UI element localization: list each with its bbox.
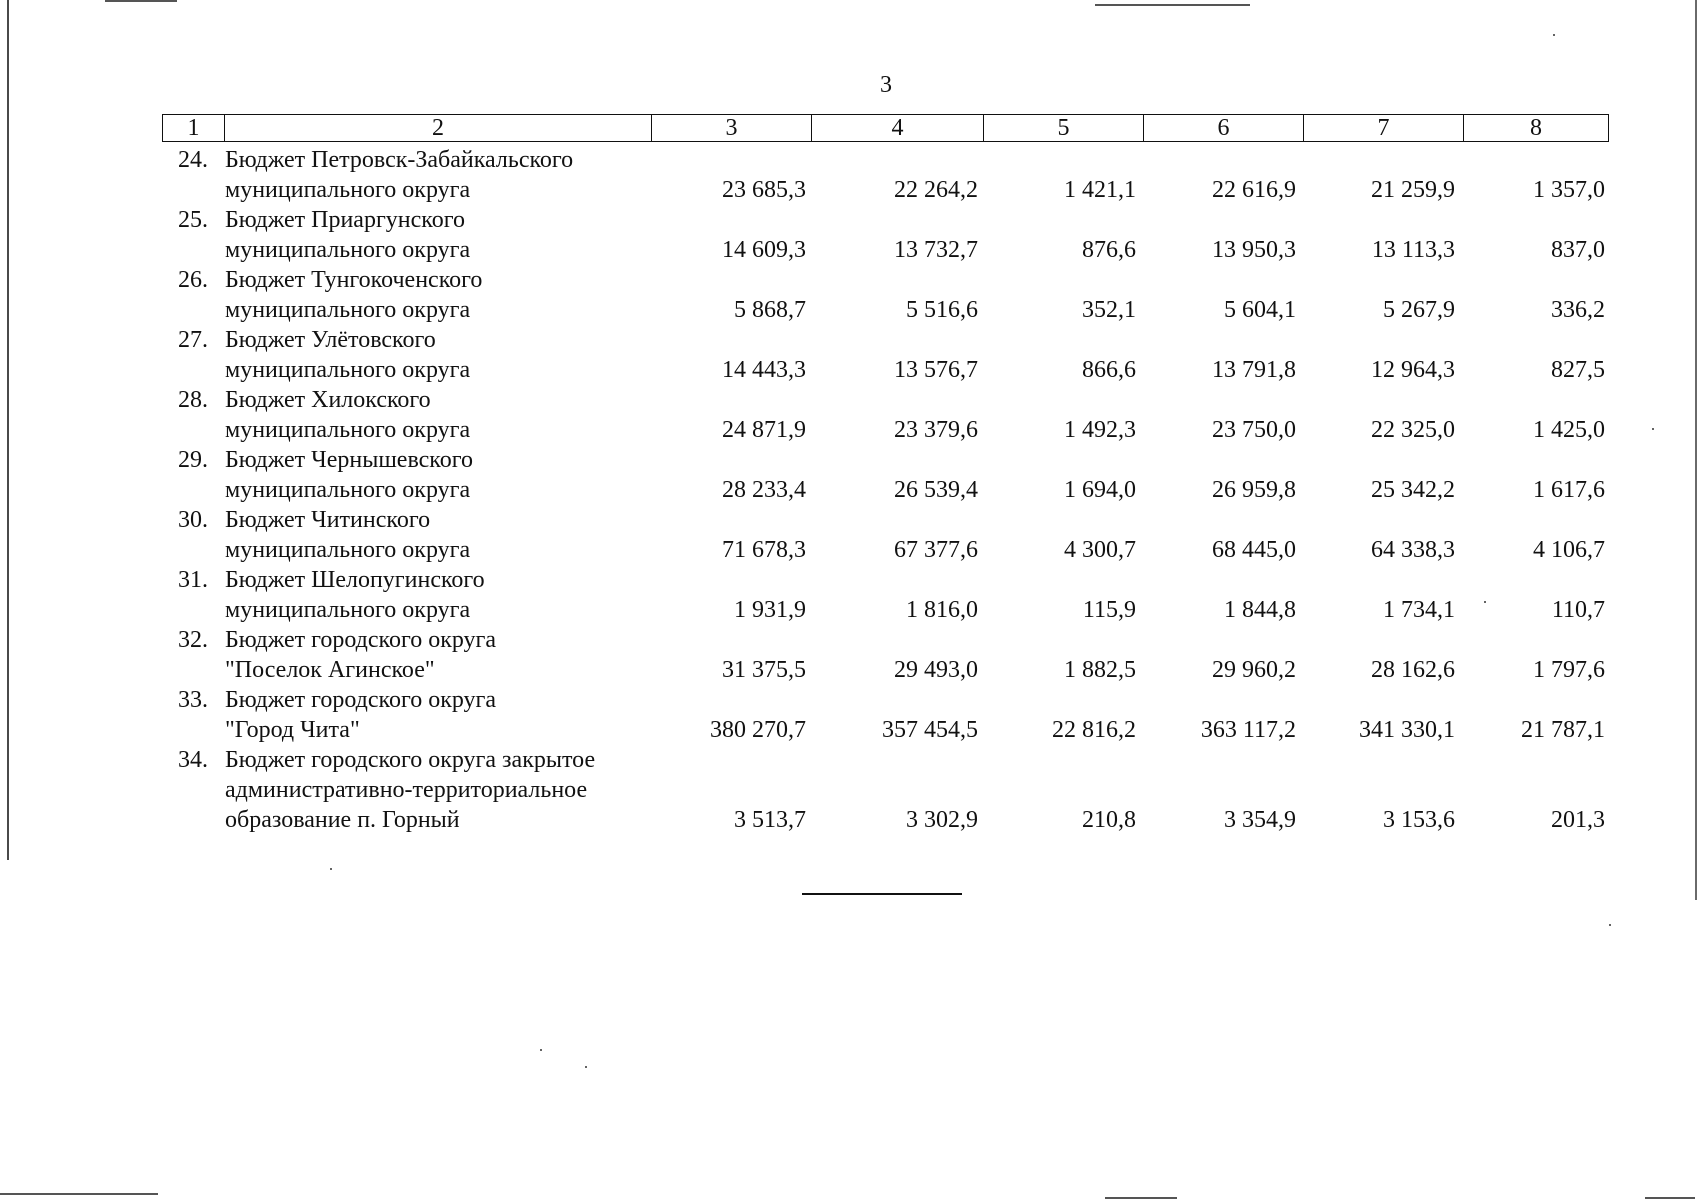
row-number: 25. — [178, 207, 208, 233]
value-col-8: 1 797,6 — [1533, 657, 1605, 683]
value-col-8: 1 425,0 — [1533, 417, 1605, 443]
value-col-5: 876,6 — [1082, 237, 1136, 263]
budget-name-line: Бюджет городского округа закрытое — [225, 747, 596, 773]
value-col-4: 22 264,2 — [894, 177, 978, 203]
value-col-6: 29 960,2 — [1212, 657, 1296, 683]
table-row — [0, 625, 1698, 655]
value-col-6: 26 959,8 — [1212, 477, 1296, 503]
budget-name-line: муниципального округа — [225, 237, 471, 263]
scan-line-bottom-right — [1645, 1197, 1695, 1199]
speck — [330, 868, 332, 870]
value-col-5: 352,1 — [1082, 297, 1136, 323]
row-number: 34. — [178, 747, 208, 773]
value-col-3: 14 609,3 — [722, 237, 806, 263]
table-row-values — [0, 175, 1698, 205]
value-col-4: 3 302,9 — [906, 807, 978, 833]
header-col-8: 8 — [1464, 115, 1609, 142]
table-row-values — [0, 715, 1698, 745]
value-col-7: 5 267,9 — [1383, 297, 1455, 323]
table-row-values — [0, 805, 1698, 835]
table-row-values — [0, 535, 1698, 565]
value-col-4: 23 379,6 — [894, 417, 978, 443]
end-of-table-rule — [802, 893, 962, 895]
value-col-8: 336,2 — [1551, 297, 1605, 323]
table-row — [0, 565, 1698, 595]
value-col-7: 22 325,0 — [1371, 417, 1455, 443]
header-col-3: 3 — [652, 115, 812, 142]
table-row-values — [0, 235, 1698, 265]
row-number: 26. — [178, 267, 208, 293]
table-row-values — [0, 415, 1698, 445]
budget-name-line: муниципального округа — [225, 297, 471, 323]
row-number: 32. — [178, 627, 208, 653]
value-col-5: 4 300,7 — [1064, 537, 1136, 563]
budget-name-line: муниципального округа — [225, 477, 471, 503]
value-col-8: 201,3 — [1551, 807, 1605, 833]
table-row-values — [0, 655, 1698, 685]
value-col-5: 115,9 — [1082, 597, 1136, 623]
value-col-6: 5 604,1 — [1224, 297, 1296, 323]
table-row — [0, 385, 1698, 415]
value-col-8: 4 106,7 — [1533, 537, 1605, 563]
budget-name-line: муниципального округа — [225, 357, 471, 383]
value-col-3: 1 931,9 — [734, 597, 806, 623]
value-col-6: 1 844,8 — [1224, 597, 1296, 623]
value-col-8: 1 357,0 — [1533, 177, 1605, 203]
value-col-3: 14 443,3 — [722, 357, 806, 383]
value-col-4: 26 539,4 — [894, 477, 978, 503]
speck — [1553, 34, 1555, 36]
header-col-1: 1 — [163, 115, 225, 142]
table-row — [0, 775, 1698, 805]
row-number: 27. — [178, 327, 208, 353]
table-row — [0, 445, 1698, 475]
value-col-3: 31 375,5 — [722, 657, 806, 683]
budget-name-line: Бюджет Читинского — [225, 507, 431, 533]
header-col-7: 7 — [1304, 115, 1464, 142]
value-col-8: 837,0 — [1551, 237, 1605, 263]
value-col-5: 22 816,2 — [1052, 717, 1136, 743]
value-col-5: 1 882,5 — [1064, 657, 1136, 683]
scan-line-bottom-left — [0, 1193, 158, 1195]
value-col-7: 21 259,9 — [1371, 177, 1455, 203]
value-col-7: 12 964,3 — [1371, 357, 1455, 383]
header-col-2: 2 — [225, 115, 652, 142]
row-number: 24. — [178, 147, 208, 173]
column-header-table — [162, 114, 1609, 142]
value-col-4: 5 516,6 — [906, 297, 978, 323]
value-col-6: 68 445,0 — [1212, 537, 1296, 563]
value-col-6: 363 117,2 — [1200, 717, 1296, 743]
row-number: 30. — [178, 507, 208, 533]
value-col-7: 13 113,3 — [1371, 237, 1455, 263]
budget-name-line: Бюджет Приаргунского — [225, 207, 465, 233]
value-col-8: 110,7 — [1551, 597, 1605, 623]
budget-name-line: Бюджет Петровск-Забайкальского — [225, 147, 574, 173]
value-col-4: 29 493,0 — [894, 657, 978, 683]
budget-name-line: Бюджет Шелопугинского — [225, 567, 485, 593]
table-row — [0, 205, 1698, 235]
value-col-6: 23 750,0 — [1212, 417, 1296, 443]
value-col-3: 5 868,7 — [734, 297, 806, 323]
budget-name-line: "Город Чита" — [225, 717, 360, 743]
value-col-3: 71 678,3 — [722, 537, 806, 563]
table-row-values — [0, 355, 1698, 385]
row-number: 33. — [178, 687, 208, 713]
value-col-5: 210,8 — [1082, 807, 1136, 833]
value-col-3: 380 270,7 — [710, 717, 806, 743]
table-row-values — [0, 595, 1698, 625]
value-col-8: 1 617,6 — [1533, 477, 1605, 503]
value-col-7: 1 734,1 — [1383, 597, 1455, 623]
value-col-5: 1 694,0 — [1064, 477, 1136, 503]
value-col-4: 13 732,7 — [894, 237, 978, 263]
value-col-5: 1 421,1 — [1064, 177, 1136, 203]
value-col-7: 3 153,6 — [1383, 807, 1455, 833]
speck — [540, 1049, 542, 1051]
header-col-4: 4 — [812, 115, 984, 142]
header-col-5: 5 — [984, 115, 1144, 142]
table-row — [0, 505, 1698, 535]
budget-name-line: образование п. Горный — [225, 807, 460, 833]
scan-line-bottom-center — [1105, 1197, 1177, 1199]
value-col-7: 341 330,1 — [1359, 717, 1455, 743]
page-number: 3 — [880, 72, 892, 98]
speck — [1609, 924, 1611, 926]
value-col-3: 24 871,9 — [722, 417, 806, 443]
value-col-7: 25 342,2 — [1371, 477, 1455, 503]
speck — [585, 1066, 587, 1068]
value-col-3: 28 233,4 — [722, 477, 806, 503]
budget-name-line: Бюджет Тунгокоченского — [225, 267, 483, 293]
row-number: 28. — [178, 387, 208, 413]
value-col-6: 22 616,9 — [1212, 177, 1296, 203]
value-col-6: 3 354,9 — [1224, 807, 1296, 833]
value-col-7: 28 162,6 — [1371, 657, 1455, 683]
table-row — [0, 145, 1698, 175]
value-col-8: 21 787,1 — [1521, 717, 1605, 743]
budget-name-line: Бюджет городского округа — [225, 687, 497, 713]
scan-line-top-left — [105, 0, 177, 2]
budget-name-line: Бюджет Чернышевского — [225, 447, 473, 473]
row-number: 29. — [178, 447, 208, 473]
table-row — [0, 325, 1698, 355]
budget-name-line: Бюджет Хилокского — [225, 387, 431, 413]
budget-name-line: Бюджет городского округа — [225, 627, 497, 653]
budget-name-line: административно-территориальное — [225, 777, 588, 803]
value-col-8: 827,5 — [1551, 357, 1605, 383]
table-row-values — [0, 295, 1698, 325]
budget-name-line: муниципального округа — [225, 537, 471, 563]
table-row — [0, 685, 1698, 715]
budget-name-line: муниципального округа — [225, 417, 471, 443]
scan-line-top-center — [1095, 4, 1250, 6]
value-col-5: 1 492,3 — [1064, 417, 1136, 443]
value-col-4: 1 816,0 — [906, 597, 978, 623]
header-col-6: 6 — [1144, 115, 1304, 142]
value-col-4: 357 454,5 — [882, 717, 978, 743]
value-col-6: 13 791,8 — [1212, 357, 1296, 383]
budget-name-line: муниципального округа — [225, 177, 471, 203]
table-row — [0, 745, 1698, 775]
table-row-values — [0, 475, 1698, 505]
value-col-5: 866,6 — [1082, 357, 1136, 383]
budget-name-line: Бюджет Улётовского — [225, 327, 436, 353]
row-number: 31. — [178, 567, 208, 593]
value-col-3: 23 685,3 — [722, 177, 806, 203]
value-col-6: 13 950,3 — [1212, 237, 1296, 263]
value-col-7: 64 338,3 — [1371, 537, 1455, 563]
budget-name-line: муниципального округа — [225, 597, 471, 623]
table-row — [0, 265, 1698, 295]
value-col-4: 13 576,7 — [894, 357, 978, 383]
value-col-4: 67 377,6 — [894, 537, 978, 563]
value-col-3: 3 513,7 — [734, 807, 806, 833]
budget-name-line: "Поселок Агинское" — [225, 657, 435, 683]
